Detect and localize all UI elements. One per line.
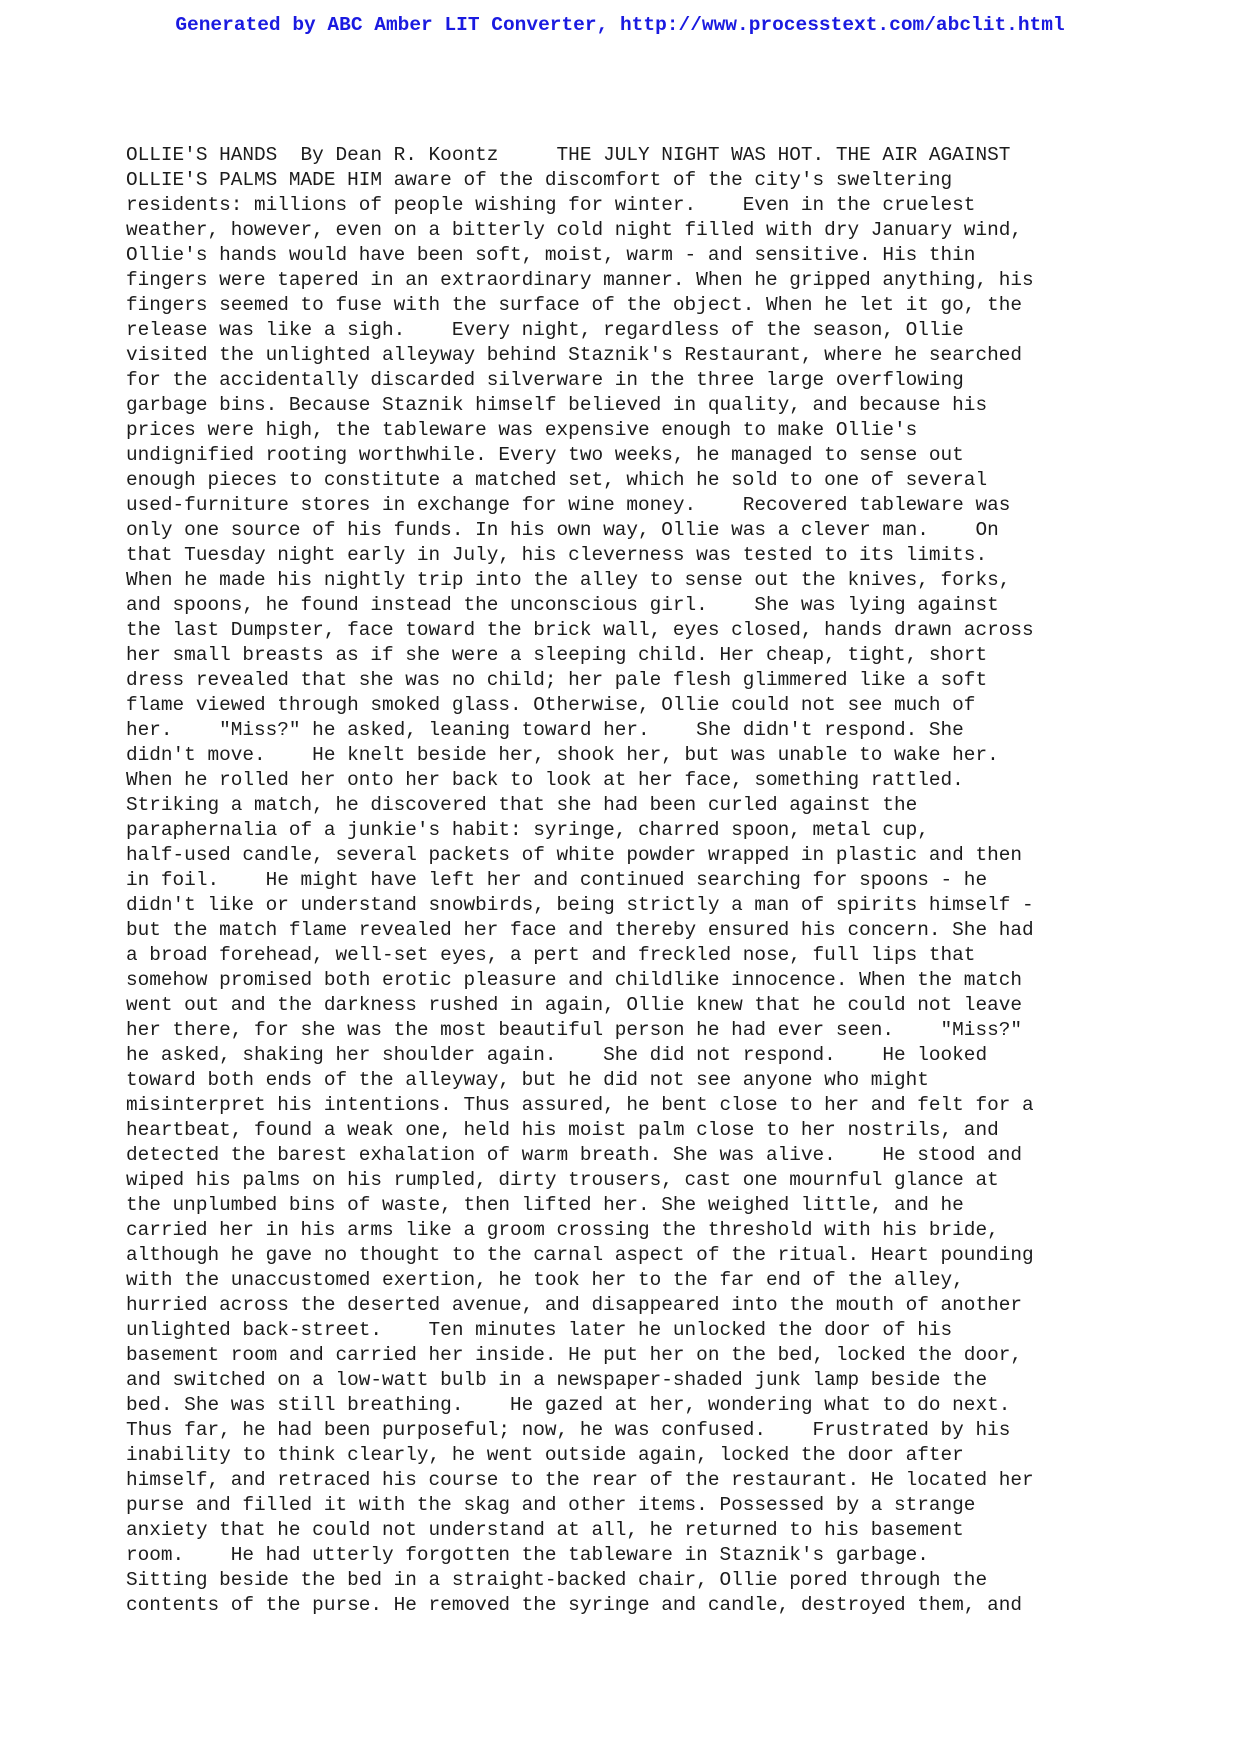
- text-line: wiped his palms on his rumpled, dirty trousers, cast one mournful glance at: [126, 1169, 999, 1191]
- text-line: the last Dumpster, face toward the brick wall, eyes closed, hands drawn across: [126, 619, 1034, 641]
- text-line: didn't move. He knelt beside her, shook her, but was unable to wake her.: [126, 744, 999, 766]
- text-line: residents: millions of people wishing for winter. Even in the cruelest: [126, 194, 976, 216]
- text-line: anxiety that he could not understand at all, he returned to his basement: [126, 1519, 964, 1541]
- text-line: toward both ends of the alleyway, but he did not see anyone who might: [126, 1069, 929, 1091]
- text-line: carried her in his arms like a groom crossing the threshold with his bride,: [126, 1219, 999, 1241]
- text-line: her. "Miss?" he asked, leaning toward her. She didn't respond. She: [126, 719, 964, 741]
- text-line: her there, for she was the most beautiful person he had ever seen. "Miss?": [126, 1019, 1022, 1041]
- text-line: contents of the purse. He removed the syringe and candle, destroyed them, and: [126, 1594, 1022, 1616]
- text-line: the unplumbed bins of waste, then lifted her. She weighed little, and he: [126, 1194, 964, 1216]
- text-line: went out and the darkness rushed in again, Ollie knew that he could not leave: [126, 994, 1022, 1016]
- text-line: dress revealed that she was no child; her pale flesh glimmered like a soft: [126, 669, 988, 691]
- text-line: and spoons, he found instead the unconscious girl. She was lying against: [126, 594, 999, 616]
- text-line: misinterpret his intentions. Thus assured, he bent close to her and felt for a: [126, 1094, 1034, 1116]
- text-line: weather, however, even on a bitterly cold night filled with dry January wind,: [126, 219, 1022, 241]
- text-line: flame viewed through smoked glass. Otherwise, Ollie could not see much of: [126, 694, 976, 716]
- text-line: only one source of his funds. In his own way, Ollie was a clever man. On: [126, 519, 999, 541]
- text-line: garbage bins. Because Staznik himself believed in quality, and because his: [126, 394, 988, 416]
- text-line: prices were high, the tableware was expensive enough to make Ollie's: [126, 419, 918, 441]
- text-line: Ollie's hands would have been soft, moist, warm - and sensitive. His thin: [126, 244, 976, 266]
- text-line: undignified rooting worthwhile. Every two weeks, he managed to sense out: [126, 444, 964, 466]
- text-line: but the match flame revealed her face and thereby ensured his concern. She had: [126, 919, 1034, 941]
- text-line: in foil. He might have left her and continued searching for spoons - he: [126, 869, 988, 891]
- text-line: fingers were tapered in an extraordinary manner. When he gripped anything, his: [126, 269, 1034, 291]
- text-line: Thus far, he had been purposeful; now, he was confused. Frustrated by his: [126, 1419, 1011, 1441]
- text-line: purse and filled it with the skag and other items. Possessed by a strange: [126, 1494, 976, 1516]
- text-line: detected the barest exhalation of warm breath. She was alive. He stood and: [126, 1144, 1022, 1166]
- text-line: used-furniture stores in exchange for wine money. Recovered tableware was: [126, 494, 1011, 516]
- text-line: although he gave no thought to the carnal aspect of the ritual. Heart pounding: [126, 1244, 1034, 1266]
- text-line: somehow promised both erotic pleasure and childlike innocence. When the match: [126, 969, 1022, 991]
- text-line: enough pieces to constitute a matched set, which he sold to one of several: [126, 469, 988, 491]
- text-line: visited the unlighted alleyway behind Staznik's Restaurant, where he searched: [126, 344, 1022, 366]
- text-line: Striking a match, he discovered that she had been curled against the: [126, 794, 918, 816]
- document-body-text: [126, 143, 1126, 1618]
- text-line: and switched on a low-watt bulb in a newspaper-shaded junk lamp beside the: [126, 1369, 988, 1391]
- text-line: with the unaccustomed exertion, he took her to the far end of the alley,: [126, 1269, 964, 1291]
- text-line: bed. She was still breathing. He gazed at her, wondering what to do next.: [126, 1394, 1011, 1416]
- text-line: half-used candle, several packets of white powder wrapped in plastic and then: [126, 844, 1022, 866]
- text-line: himself, and retraced his course to the rear of the restaurant. He located her: [126, 1469, 1034, 1491]
- text-line: OLLIE'S PALMS MADE HIM aware of the discomfort of the city's sweltering: [126, 169, 953, 191]
- text-line: When he rolled her onto her back to look at her face, something rattled.: [126, 769, 964, 791]
- text-line: for the accidentally discarded silverware in the three large overflowing: [126, 369, 964, 391]
- text-line: inability to think clearly, he went outside again, locked the door after: [126, 1444, 964, 1466]
- text-line: a broad forehead, well-set eyes, a pert and freckled nose, full lips that: [126, 944, 976, 966]
- text-line: unlighted back-street. Ten minutes later he unlocked the door of his: [126, 1319, 953, 1341]
- converter-header-link[interactable]: Generated by ABC Amber LIT Converter, http://www.processtext.com/abclit.html: [175, 14, 1065, 36]
- text-line: her small breasts as if she were a sleeping child. Her cheap, tight, short: [126, 644, 988, 666]
- text-line: release was like a sigh. Every night, regardless of the season, Ollie: [126, 319, 964, 341]
- text-line: When he made his nightly trip into the alley to sense out the knives, forks,: [126, 569, 1011, 591]
- text-line: fingers seemed to fuse with the surface of the object. When he let it go, the: [126, 294, 1022, 316]
- text-line: he asked, shaking her shoulder again. She did not respond. He looked: [126, 1044, 988, 1066]
- text-line: didn't like or understand snowbirds, being strictly a man of spirits himself -: [126, 894, 1034, 916]
- text-line: that Tuesday night early in July, his cleverness was tested to its limits.: [126, 544, 988, 566]
- text-line: Sitting beside the bed in a straight-backed chair, Ollie pored through the: [126, 1569, 988, 1591]
- text-line: hurried across the deserted avenue, and disappeared into the mouth of another: [126, 1294, 1022, 1316]
- text-line: OLLIE'S HANDS By Dean R. Koontz THE JULY NIGHT WAS HOT. THE AIR AGAINST: [126, 144, 1011, 166]
- text-line: paraphernalia of a junkie's habit: syringe, charred spoon, metal cup,: [126, 819, 929, 841]
- text-line: heartbeat, found a weak one, held his moist palm close to her nostrils, and: [126, 1119, 999, 1141]
- text-line: basement room and carried her inside. He put her on the bed, locked the door,: [126, 1344, 1022, 1366]
- text-line: room. He had utterly forgotten the tableware in Staznik's garbage.: [126, 1544, 929, 1566]
